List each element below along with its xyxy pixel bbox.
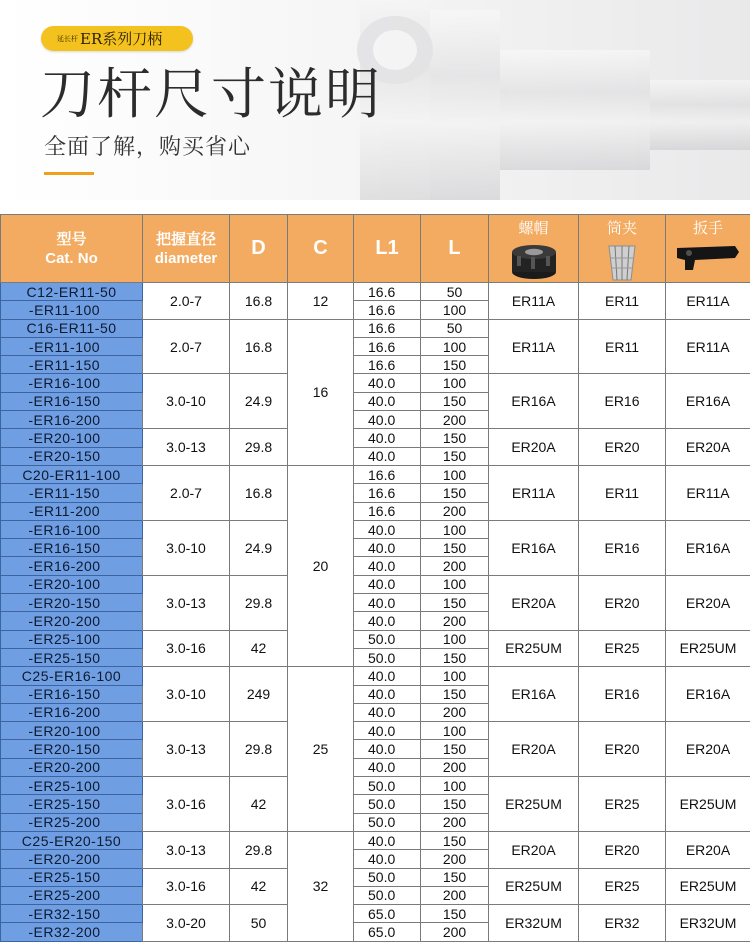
l1-cell: 40.0 xyxy=(354,703,421,721)
cat-no-cell: -ER25-100 xyxy=(1,777,143,795)
grip-diameter-cell: 3.0-13 xyxy=(143,831,230,868)
cat-no-cell: -ER20-200 xyxy=(1,612,143,630)
d-cell: 42 xyxy=(230,868,288,905)
l1-cell: 40.0 xyxy=(354,831,421,849)
l1-cell: 50.0 xyxy=(354,630,421,648)
spec-table-body xyxy=(1,283,750,942)
page-subtitle: 全面了解，购买省心 xyxy=(44,135,252,160)
l-cell: 100 xyxy=(421,667,489,685)
l1-cell: 40.0 xyxy=(354,758,421,776)
nut-cell: ER20A xyxy=(489,429,579,466)
l1-cell: 40.0 xyxy=(354,374,421,392)
wrench-icon xyxy=(675,242,741,274)
l1-cell: 16.6 xyxy=(354,301,421,319)
table-row xyxy=(1,868,750,886)
nut-cell: ER11A xyxy=(489,465,579,520)
wrench-cell: ER25UM xyxy=(666,777,750,832)
d-cell: 42 xyxy=(230,630,288,667)
cat-no-cell: -ER20-200 xyxy=(1,850,143,868)
d-cell: 42 xyxy=(230,777,288,832)
header-model xyxy=(1,215,143,283)
cat-no-cell: -ER20-100 xyxy=(1,722,143,740)
table-row xyxy=(1,905,750,923)
table-row xyxy=(1,667,750,685)
nut-cell: ER25UM xyxy=(489,777,579,832)
l-cell: 200 xyxy=(421,502,489,520)
header-grip xyxy=(143,215,230,283)
wrench-cell: ER11A xyxy=(666,319,750,374)
cat-no-cell: -ER16-200 xyxy=(1,557,143,575)
l1-cell: 50.0 xyxy=(354,777,421,795)
grip-diameter-cell: 3.0-10 xyxy=(143,667,230,722)
l1-cell: 50.0 xyxy=(354,648,421,666)
wrench-cell: ER11A xyxy=(666,465,750,520)
cat-no-cell: -ER20-100 xyxy=(1,575,143,593)
l1-cell: 65.0 xyxy=(354,923,421,941)
cat-no-cell: -ER25-150 xyxy=(1,868,143,886)
l-cell: 150 xyxy=(421,868,489,886)
l-cell: 150 xyxy=(421,831,489,849)
wrench-cell: ER20A xyxy=(666,429,750,466)
l-cell: 200 xyxy=(421,703,489,721)
cat-no-cell: -ER11-100 xyxy=(1,301,143,319)
l1-cell: 50.0 xyxy=(354,813,421,831)
header-d: D xyxy=(230,215,288,283)
table-row xyxy=(1,777,750,795)
cat-no-cell: C12-ER11-50 xyxy=(1,283,143,301)
l-cell: 100 xyxy=(421,722,489,740)
collet-cell: ER20 xyxy=(579,429,666,466)
c-cell: 32 xyxy=(288,831,354,941)
cat-no-cell: -ER11-200 xyxy=(1,502,143,520)
l1-cell: 16.6 xyxy=(354,502,421,520)
collet-cell: ER20 xyxy=(579,575,666,630)
l-cell: 150 xyxy=(421,429,489,447)
l-cell: 150 xyxy=(421,594,489,612)
grip-diameter-cell: 3.0-16 xyxy=(143,630,230,667)
l-cell: 200 xyxy=(421,886,489,904)
collet-cell: ER11 xyxy=(579,283,666,320)
wrench-cell: ER20A xyxy=(666,831,750,868)
d-cell: 24.9 xyxy=(230,520,288,575)
grip-diameter-cell: 3.0-13 xyxy=(143,575,230,630)
l-cell: 200 xyxy=(421,813,489,831)
l1-cell: 40.0 xyxy=(354,520,421,538)
l1-cell: 16.6 xyxy=(354,465,421,483)
l-cell: 150 xyxy=(421,539,489,557)
nut-cell: ER11A xyxy=(489,319,579,374)
l-cell: 200 xyxy=(421,411,489,429)
grip-diameter-cell: 3.0-10 xyxy=(143,520,230,575)
header-grip-en: diameter xyxy=(154,249,218,267)
cat-no-cell: -ER20-150 xyxy=(1,594,143,612)
wrench-cell: ER16A xyxy=(666,374,750,429)
cat-no-cell: C25-ER20-150 xyxy=(1,831,143,849)
l-cell: 100 xyxy=(421,465,489,483)
table-row xyxy=(1,630,750,648)
d-cell: 16.8 xyxy=(230,319,288,374)
l1-cell: 40.0 xyxy=(354,740,421,758)
collet-icon xyxy=(603,242,641,282)
c-cell: 20 xyxy=(288,465,354,666)
header-c: C xyxy=(288,215,354,283)
header-wrench-label: 扳手 xyxy=(692,220,723,237)
l1-cell: 16.6 xyxy=(354,283,421,301)
header-wrench xyxy=(666,215,750,283)
table-row xyxy=(1,283,750,301)
wrench-cell: ER20A xyxy=(666,575,750,630)
grip-diameter-cell: 3.0-20 xyxy=(143,905,230,942)
grip-diameter-cell: 2.0-7 xyxy=(143,319,230,374)
l1-cell: 50.0 xyxy=(354,795,421,813)
l1-cell: 16.6 xyxy=(354,319,421,337)
cat-no-cell: -ER16-150 xyxy=(1,539,143,557)
cat-no-cell: C16-ER11-50 xyxy=(1,319,143,337)
table-row xyxy=(1,319,750,337)
l-cell: 150 xyxy=(421,356,489,374)
l-cell: 100 xyxy=(421,374,489,392)
wrench-cell: ER11A xyxy=(666,283,750,320)
l1-cell: 40.0 xyxy=(354,685,421,703)
header-l1: L1 xyxy=(354,215,421,283)
header-model-en: Cat. No xyxy=(45,249,98,267)
collet-cell: ER11 xyxy=(579,319,666,374)
series-tag-label: ER系列刀柄 xyxy=(80,30,163,48)
collet-cell: ER11 xyxy=(579,465,666,520)
l-cell: 200 xyxy=(421,923,489,941)
d-cell: 29.8 xyxy=(230,575,288,630)
l-cell: 200 xyxy=(421,758,489,776)
nut-cell: ER32UM xyxy=(489,905,579,942)
collet-cell: ER20 xyxy=(579,831,666,868)
l1-cell: 40.0 xyxy=(354,594,421,612)
l1-cell: 50.0 xyxy=(354,886,421,904)
grip-diameter-cell: 3.0-16 xyxy=(143,777,230,832)
l1-cell: 40.0 xyxy=(354,429,421,447)
nut-cell: ER16A xyxy=(489,520,579,575)
cat-no-cell: -ER20-200 xyxy=(1,758,143,776)
l1-cell: 40.0 xyxy=(354,850,421,868)
wrench-cell: ER16A xyxy=(666,520,750,575)
cat-no-cell: -ER25-200 xyxy=(1,886,143,904)
cat-no-cell: C25-ER16-100 xyxy=(1,667,143,685)
wrench-cell: ER16A xyxy=(666,667,750,722)
l1-cell: 40.0 xyxy=(354,575,421,593)
l1-cell: 40.0 xyxy=(354,447,421,465)
l1-cell: 50.0 xyxy=(354,868,421,886)
l-cell: 150 xyxy=(421,484,489,502)
d-cell: 16.8 xyxy=(230,283,288,320)
cat-no-cell: C20-ER11-100 xyxy=(1,465,143,483)
collet-cell: ER32 xyxy=(579,905,666,942)
d-cell: 50 xyxy=(230,905,288,942)
cat-no-cell: -ER11-150 xyxy=(1,356,143,374)
l-cell: 100 xyxy=(421,575,489,593)
header-grip-cn: 把握直径 xyxy=(155,230,216,248)
cat-no-cell: -ER32-150 xyxy=(1,905,143,923)
l-cell: 100 xyxy=(421,520,489,538)
l1-cell: 40.0 xyxy=(354,612,421,630)
table-row xyxy=(1,831,750,849)
cat-no-cell: -ER11-100 xyxy=(1,337,143,355)
nut-cell: ER11A xyxy=(489,283,579,320)
table-row xyxy=(1,520,750,538)
collet-cell: ER25 xyxy=(579,868,666,905)
cat-no-cell: -ER32-200 xyxy=(1,923,143,941)
nut-cell: ER16A xyxy=(489,667,579,722)
nut-cell: ER16A xyxy=(489,374,579,429)
l1-cell: 16.6 xyxy=(354,484,421,502)
header-collet xyxy=(579,215,666,283)
nut-cell: ER25UM xyxy=(489,868,579,905)
nut-cell: ER20A xyxy=(489,722,579,777)
header-collet-label: 筒夹 xyxy=(606,220,637,237)
table-row xyxy=(1,374,750,392)
clamping-nut-icon xyxy=(509,242,559,280)
table-row xyxy=(1,722,750,740)
d-cell: 249 xyxy=(230,667,288,722)
nut-cell: ER25UM xyxy=(489,630,579,667)
cat-no-cell: -ER16-200 xyxy=(1,703,143,721)
l-cell: 150 xyxy=(421,685,489,703)
l-cell: 100 xyxy=(421,630,489,648)
header-banner xyxy=(0,0,750,200)
cat-no-cell: -ER25-200 xyxy=(1,813,143,831)
spec-table xyxy=(0,214,750,942)
cat-no-cell: -ER20-150 xyxy=(1,447,143,465)
l-cell: 50 xyxy=(421,283,489,301)
header-l: L xyxy=(421,215,489,283)
l1-cell: 40.0 xyxy=(354,539,421,557)
l-cell: 100 xyxy=(421,337,489,355)
l1-cell: 16.6 xyxy=(354,337,421,355)
collet-cell: ER16 xyxy=(579,520,666,575)
l-cell: 200 xyxy=(421,850,489,868)
cat-no-cell: -ER25-150 xyxy=(1,648,143,666)
l-cell: 100 xyxy=(421,777,489,795)
series-tag-prefix: 延长杆 xyxy=(57,34,78,43)
c-cell: 16 xyxy=(288,319,354,465)
l1-cell: 40.0 xyxy=(354,667,421,685)
l-cell: 150 xyxy=(421,648,489,666)
l-cell: 200 xyxy=(421,557,489,575)
grip-diameter-cell: 3.0-16 xyxy=(143,868,230,905)
cat-no-cell: -ER25-100 xyxy=(1,630,143,648)
l1-cell: 40.0 xyxy=(354,722,421,740)
c-cell: 25 xyxy=(288,667,354,832)
cat-no-cell: -ER16-150 xyxy=(1,392,143,410)
nut-cell: ER20A xyxy=(489,575,579,630)
title-underline xyxy=(44,172,94,175)
grip-diameter-cell: 2.0-7 xyxy=(143,283,230,320)
d-cell: 16.8 xyxy=(230,465,288,520)
l-cell: 150 xyxy=(421,795,489,813)
cat-no-cell: -ER20-100 xyxy=(1,429,143,447)
l-cell: 100 xyxy=(421,301,489,319)
cat-no-cell: -ER25-150 xyxy=(1,795,143,813)
table-header-row xyxy=(1,215,750,283)
grip-diameter-cell: 3.0-10 xyxy=(143,374,230,429)
header-nut-label: 螺帽 xyxy=(518,220,549,237)
d-cell: 29.8 xyxy=(230,831,288,868)
cat-no-cell: -ER20-150 xyxy=(1,740,143,758)
collet-cell: ER20 xyxy=(579,722,666,777)
l1-cell: 40.0 xyxy=(354,411,421,429)
cat-no-cell: -ER16-100 xyxy=(1,520,143,538)
cat-no-cell: -ER16-200 xyxy=(1,411,143,429)
collet-cell: ER25 xyxy=(579,630,666,667)
l-cell: 50 xyxy=(421,319,489,337)
collet-cell: ER25 xyxy=(579,777,666,832)
cat-no-cell: -ER16-150 xyxy=(1,685,143,703)
table-row xyxy=(1,575,750,593)
l1-cell: 40.0 xyxy=(354,392,421,410)
series-tag xyxy=(41,26,193,51)
wrench-cell: ER32UM xyxy=(666,905,750,942)
grip-diameter-cell: 3.0-13 xyxy=(143,722,230,777)
page-title: 刀杆尺寸说明 xyxy=(40,62,383,126)
l-cell: 150 xyxy=(421,447,489,465)
l-cell: 150 xyxy=(421,905,489,923)
d-cell: 29.8 xyxy=(230,722,288,777)
wrench-cell: ER25UM xyxy=(666,630,750,667)
nut-cell: ER20A xyxy=(489,831,579,868)
collet-cell: ER16 xyxy=(579,374,666,429)
header-model-cn: 型号 xyxy=(56,230,87,248)
wrench-cell: ER25UM xyxy=(666,868,750,905)
d-cell: 29.8 xyxy=(230,429,288,466)
cat-no-cell: -ER16-100 xyxy=(1,374,143,392)
l-cell: 200 xyxy=(421,612,489,630)
d-cell: 24.9 xyxy=(230,374,288,429)
l1-cell: 40.0 xyxy=(354,557,421,575)
l-cell: 150 xyxy=(421,392,489,410)
l1-cell: 65.0 xyxy=(354,905,421,923)
collet-cell: ER16 xyxy=(579,667,666,722)
l-cell: 150 xyxy=(421,740,489,758)
grip-diameter-cell: 2.0-7 xyxy=(143,465,230,520)
c-cell: 12 xyxy=(288,283,354,320)
l1-cell: 16.6 xyxy=(354,356,421,374)
header-nut xyxy=(489,215,579,283)
wrench-cell: ER20A xyxy=(666,722,750,777)
table-row xyxy=(1,465,750,483)
table-row xyxy=(1,429,750,447)
cat-no-cell: -ER11-150 xyxy=(1,484,143,502)
grip-diameter-cell: 3.0-13 xyxy=(143,429,230,466)
